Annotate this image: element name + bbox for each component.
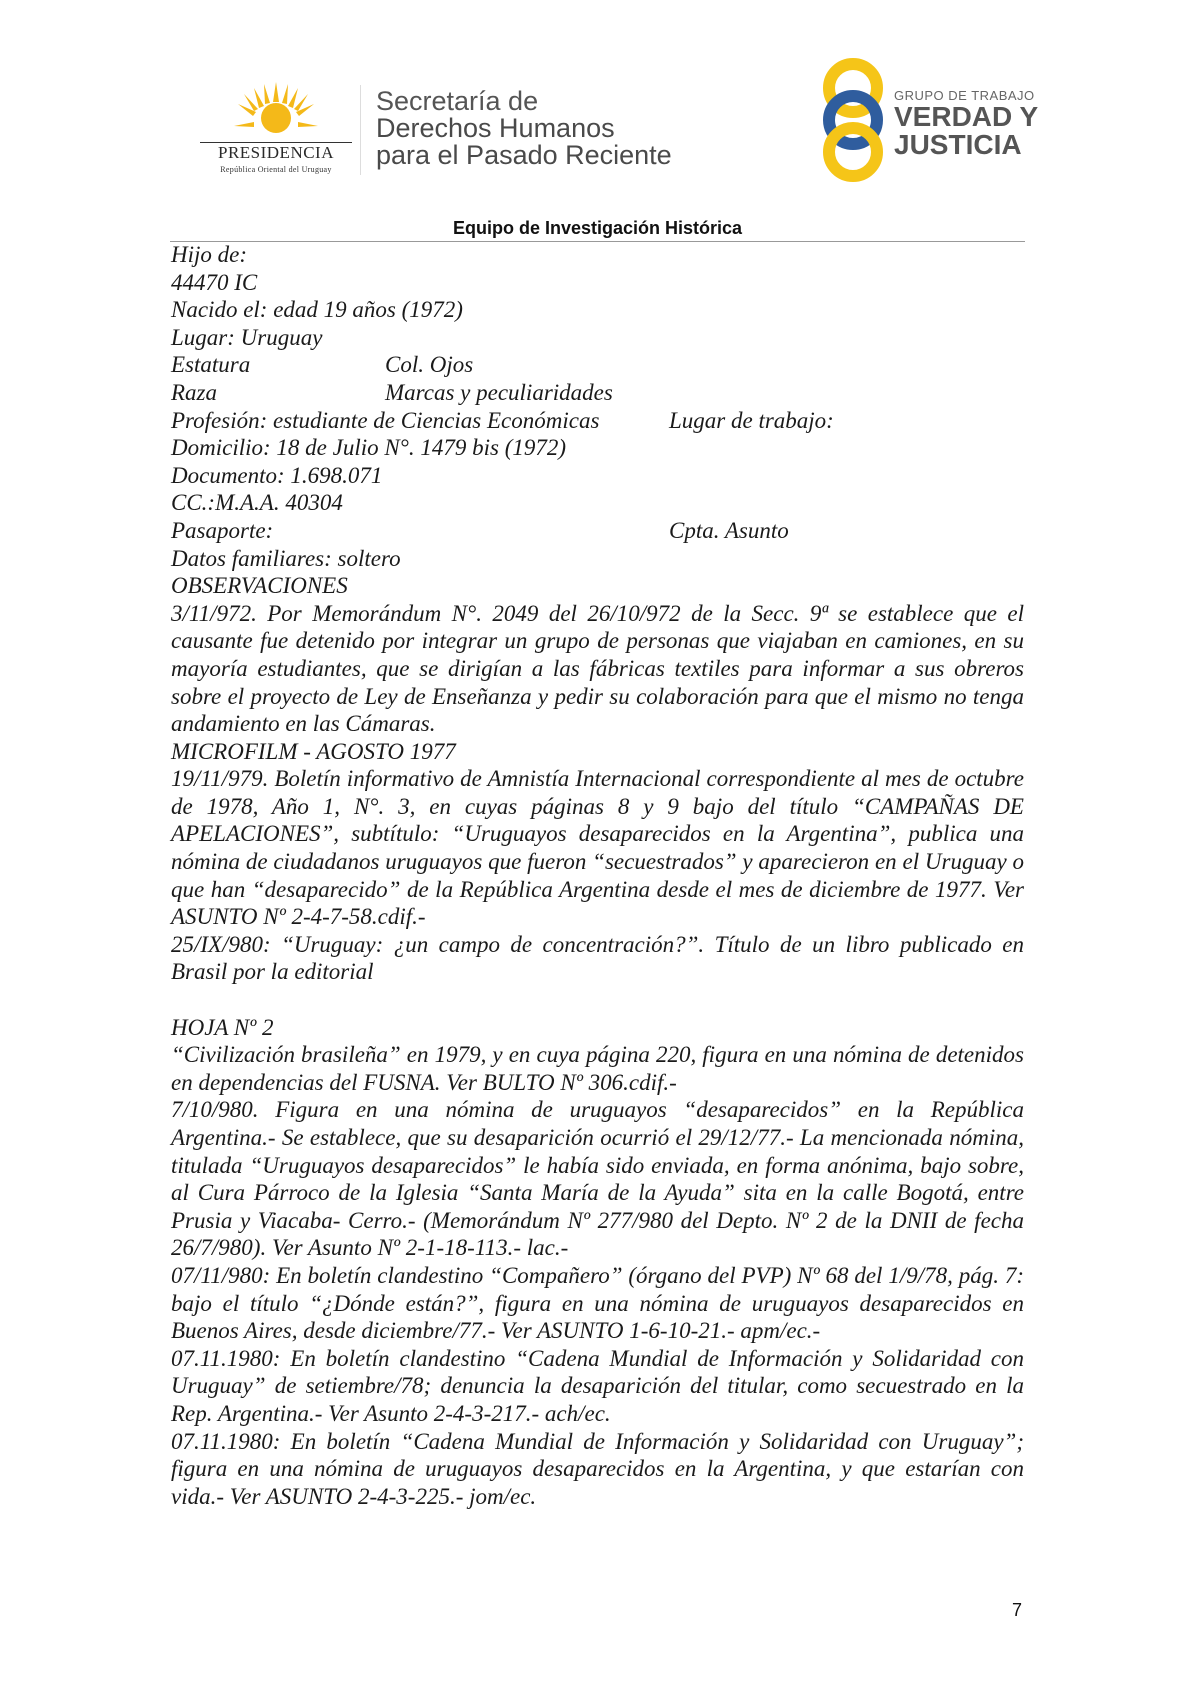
observaciones-heading: OBSERVACIONES xyxy=(171,573,348,599)
field-row-estatura xyxy=(171,351,1024,379)
field-cpta-asunto: Cpta. Asunto xyxy=(669,517,789,543)
hoja-heading: HOJA Nº 2 xyxy=(171,1014,274,1040)
field-pasaporte: Pasaporte: xyxy=(171,517,274,543)
observation-paragraph: “Civilización brasileña” en 1979, y en cuya página 220, figura en una nómina de detenidos en dependencias del FUSNA. Ver BULTO Nº 306.cdif.- xyxy=(171,1042,1024,1095)
observation-paragraph: 07.11.1980: En boletín clandestino “Cadena Mundial de Información y Solidaridad con Uruguay” de setiembre/78; denuncia la desaparición del titular, como secuestrado en la Rep. Argentina.- Ver Asunto 2-4-3-217.- ach/ec. xyxy=(171,1345,1024,1426)
observation-paragraph: 7/10/980. Figura en una nómina de uruguayos “desaparecidos” en la República Argentina.- Se establece, que su desaparición ocurrió el 29/12/77.- La mencionada nómina, titulada “Uruguayos desaparecidos” le había sido enviada, en forma anónima, bajo sobre, al Cura Párroco de la Iglesia “Santa María de la Ayuda” sita en la calle Bogotá, entre Prusia y Viacaba- Cerro.- (Memorándum Nº 277/980 del Depto. Nº 2 de la DNII de fecha 26/7/980). Ver Asunto Nº 2-1-18-113.- lac.- xyxy=(171,1097,1024,1261)
field-row-raza xyxy=(171,379,1024,407)
field-hijo-de: Hijo de: xyxy=(171,242,248,267)
field-lugar: Lugar: Uruguay xyxy=(171,324,323,350)
field-raza: Raza xyxy=(171,379,217,405)
field-estatura: Estatura xyxy=(171,352,251,378)
field-domicilio: Domicilio: 18 de Julio N°. 1479 bis (1972) xyxy=(171,435,567,461)
grupo-line-1: GRUPO DE TRABAJO xyxy=(894,88,1035,103)
secretaria-line-1: Secretaría de xyxy=(376,86,539,116)
blank-line xyxy=(171,986,1024,1014)
logo-divider xyxy=(360,85,361,175)
observation-paragraph: 3/11/972. Por Memorándum N°. 2049 del 26/10/972 de la Secc. 9ª se establece que el causante fue detenido por integrar un grupo de personas que viajaban en camiones, en su mayoría estudiantes, que se dirigían a las fábricas textiles para informar a sus obreros sobre el proyecto de Ley de Enseñanza y pedir su colaboración para que el mismo no tenga andamiento en las Cámaras. xyxy=(171,600,1024,737)
document-body xyxy=(171,241,1024,1510)
observation-paragraph: 19/11/979. Boletín informativo de Amnistía Internacional correspondiente al mes de octubre de 1978, Año 1, N°. 3, en cuyas páginas 8 y 9 bajo del título “CAMPAÑAS DE APELACIONES”, subtítulo: “Uruguayos desaparecidos en la Argentina”, publica una nómina de ciudadanos uruguayos que fueron “secuestrados” y aparecieron en el Uruguay o que han “desaparecido” de la República Argentina desde el mes de diciembre de 1977. Ver ASUNTO Nº 2-4-7-58.cdif.- xyxy=(171,766,1024,930)
observation-paragraph: 07/11/980: En boletín clandestino “Compañero” (órgano del PVP) Nº 68 del 1/9/78, pág. 7: bajo el título “¿Dónde están?”, figura en una nómina de uruguayos desaparecidos en Buenos Aires, desde diciembre/77.- Ver ASUNTO 1-6-10-21.- apm/ec.- xyxy=(171,1262,1024,1344)
grupo-trabajo-logo xyxy=(818,56,1048,184)
presidencia-subtitle: República Oriental del Uruguay xyxy=(220,165,332,174)
grupo-line-3: JUSTICIA xyxy=(894,129,1022,160)
field-row-pasaporte xyxy=(171,517,1024,545)
field-marcas: Marcas y peculiaridades xyxy=(385,379,613,405)
sun-emblem-icon xyxy=(234,80,318,142)
field-ic: 44470 IC xyxy=(171,269,258,295)
field-nacido: Nacido el: edad 19 años (1972) xyxy=(171,297,463,323)
observation-paragraph: 25/IX/980: “Uruguay: ¿un campo de concentración?”. Título de un libro publicado en Brasil por la editorial xyxy=(171,931,1024,985)
grupo-trabajo-text xyxy=(894,88,1038,159)
page-number: 7 xyxy=(1012,1600,1023,1620)
page-header xyxy=(0,0,1190,230)
field-col-ojos: Col. Ojos xyxy=(385,352,474,378)
presidencia-name: PRESIDENCIA xyxy=(217,143,334,162)
field-lugar-trabajo: Lugar de trabajo: xyxy=(669,407,834,433)
grupo-line-2: VERDAD Y xyxy=(894,101,1039,132)
microfilm-note: MICROFILM - AGOSTO 1977 xyxy=(171,738,456,764)
secretaria-line-3: para el Pasado Reciente xyxy=(376,140,672,170)
field-row-profesion xyxy=(171,407,1024,435)
field-documento: Documento: 1.698.071 xyxy=(171,462,383,488)
secretaria-line-2: Derechos Humanos xyxy=(376,113,615,143)
field-cc: CC.:M.A.A. 40304 xyxy=(171,490,343,516)
field-datos-familiares: Datos familiares: soltero xyxy=(171,545,401,571)
secretaria-logo-text xyxy=(376,88,672,169)
team-heading: Equipo de Investigación Histórica xyxy=(452,218,743,238)
field-profesion: Profesión: estudiante de Ciencias Económicas xyxy=(171,407,600,433)
observation-paragraph: 07.11.1980: En boletín “Cadena Mundial de Información y Solidaridad con Uruguay”; figura en una nómina de uruguayos desaparecidos en la Argentina, y que estarían con vida.- Ver ASUNTO 2-4-3-225.- jom/ec. xyxy=(171,1428,1024,1509)
presidencia-logo xyxy=(196,80,356,180)
linked-rings-icon xyxy=(818,56,888,184)
